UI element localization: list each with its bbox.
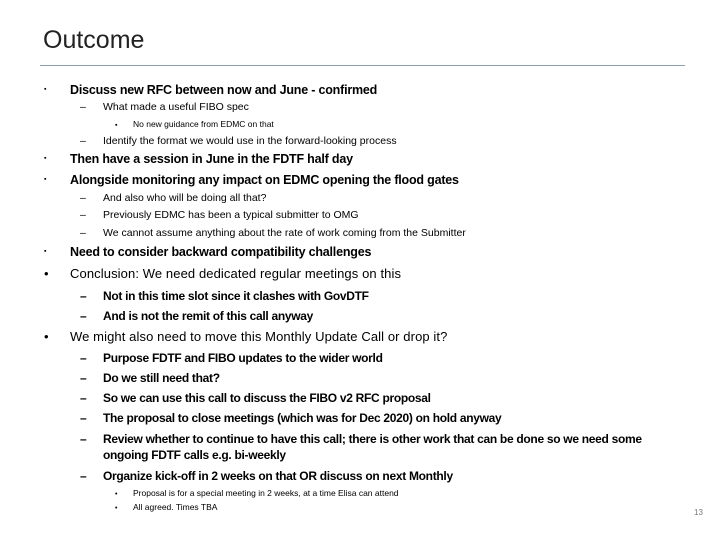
bullet-text: And is not the remit of this call anyway <box>103 309 314 323</box>
bullet-text: Discuss new RFC between now and June - confirmed <box>70 83 378 97</box>
bullet-marker: – <box>80 411 87 425</box>
bullet-marker: – <box>80 309 87 323</box>
bullet-marker: – <box>80 432 87 446</box>
title-divider <box>40 65 685 66</box>
bullet-text: Alongside monitoring any impact on EDMC opening the flood gates <box>70 173 459 187</box>
bullet-text: No new guidance from EDMC on that <box>133 119 274 129</box>
bullet-marker: ▪ <box>44 248 47 255</box>
bullet-text: Do we still need that? <box>103 371 220 385</box>
bullet-marker: – <box>80 351 87 365</box>
bullet-marker: – <box>80 209 86 221</box>
bullet-marker: • <box>44 266 49 281</box>
page-number: 13 <box>694 508 703 517</box>
bullet-text: What made a useful FIBO spec <box>103 101 249 113</box>
bullet-marker: – <box>80 227 86 239</box>
bullet-marker: • <box>44 329 49 344</box>
bullet-text: We cannot assume anything about the rate of work coming from the Submitter <box>103 227 466 239</box>
bullet-text: So we can use this call to discuss the FIBO v2 RFC proposal <box>103 391 431 405</box>
bullet-marker: – <box>80 469 87 483</box>
bullet-text: Need to consider backward compatibility challenges <box>70 245 372 259</box>
bullet-marker: ▪ <box>115 122 118 129</box>
bullet-marker: – <box>80 391 87 405</box>
bullet-marker: • <box>115 491 118 498</box>
bullet-text: Purpose FDTF and FIBO updates to the wider world <box>103 351 383 365</box>
bullet-text: We might also need to move this Monthly Update Call or drop it? <box>70 329 448 344</box>
bullet-text: Proposal is for a special meeting in 2 weeks, at a time Elisa can attend <box>133 488 399 498</box>
bullet-text: Identify the format we would use in the forward-looking process <box>103 135 397 147</box>
bullet-text: Previously EDMC has been a typical submitter to OMG <box>103 209 359 221</box>
bullet-text: Then have a session in June in the FDTF half day <box>70 152 353 166</box>
bullet-text: Review whether to continue to have this call; there is other work that can be done so we need some <box>103 432 642 446</box>
bullet-text: ongoing FDTF calls e.g. bi-weekly <box>103 448 286 462</box>
bullet-marker: – <box>80 101 86 113</box>
bullet-marker: – <box>80 371 87 385</box>
bullet-text: Organize kick-off in 2 weeks on that OR discuss on next Monthly <box>103 469 453 483</box>
bullet-marker: – <box>80 289 87 303</box>
bullet-text: Conclusion: We need dedicated regular meetings on this <box>70 266 402 281</box>
bullet-marker: – <box>80 192 86 204</box>
bullet-text: All agreed. Times TBA <box>133 502 218 512</box>
bullet-marker: – <box>80 135 86 147</box>
slide-title: Outcome <box>43 26 145 54</box>
bullet-marker: • <box>115 505 118 512</box>
bullet-marker: ▪ <box>44 176 47 183</box>
bullet-text: Not in this time slot since it clashes with GovDTF <box>103 289 369 303</box>
bullet-marker: ▪ <box>44 155 47 162</box>
bullet-marker: ▪ <box>44 86 47 93</box>
bullet-text: The proposal to close meetings (which was for Dec 2020) on hold anyway <box>103 411 502 425</box>
bullet-text: And also who will be doing all that? <box>103 192 267 204</box>
